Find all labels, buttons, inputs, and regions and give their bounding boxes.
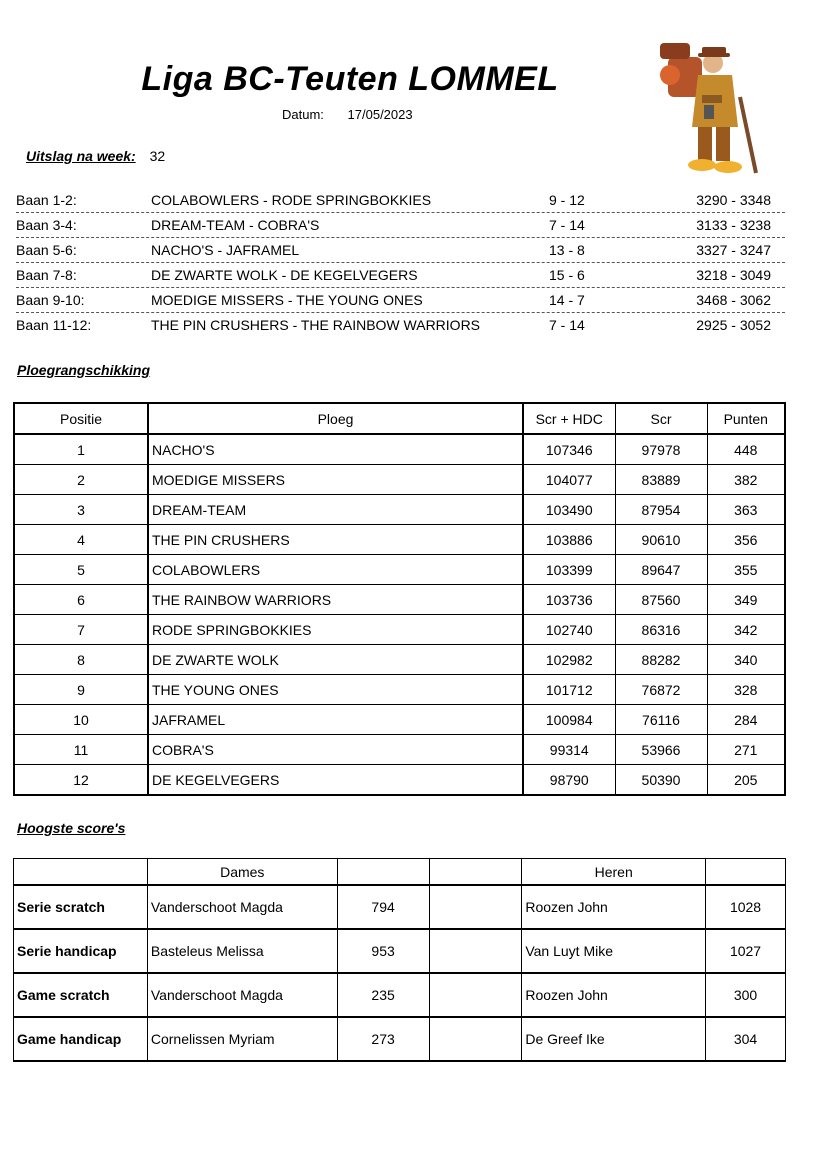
dames-name: Vanderschoot Magda <box>147 885 337 929</box>
match-lane: Baan 7-8: <box>16 267 77 283</box>
rank-scr: 86316 <box>615 615 707 645</box>
rank-position: 10 <box>14 705 148 735</box>
category-label: Serie handicap <box>14 929 148 973</box>
rank-team: THE PIN CRUSHERS <box>148 525 523 555</box>
rank-punten: 349 <box>707 585 785 615</box>
match-lane: Baan 3-4: <box>16 217 77 233</box>
dames-name: Basteleus Melissa <box>147 929 337 973</box>
heren-score: 300 <box>706 973 786 1017</box>
rank-scr: 76872 <box>615 675 707 705</box>
table-row <box>14 555 785 585</box>
rank-position: 9 <box>14 675 148 705</box>
table-row <box>14 1017 786 1061</box>
table-row <box>14 705 785 735</box>
rank-team: MOEDIGE MISSERS <box>148 465 523 495</box>
col-header-punten: Punten <box>707 403 785 434</box>
match-row <box>16 288 785 313</box>
category-label: Game handicap <box>14 1017 148 1061</box>
rank-punten: 382 <box>707 465 785 495</box>
category-label: Serie scratch <box>14 885 148 929</box>
match-lane: Baan 5-6: <box>16 242 77 258</box>
table-row <box>14 929 786 973</box>
match-lane: Baan 1-2: <box>16 192 77 208</box>
rank-punten: 342 <box>707 615 785 645</box>
match-row <box>16 313 785 337</box>
match-score: 15 - 6 <box>549 267 585 283</box>
rank-scr-hdc: 98790 <box>523 765 615 796</box>
col-header-scr-hdc: Scr + HDC <box>523 403 615 434</box>
rank-scr: 50390 <box>615 765 707 796</box>
match-lane: Baan 11-12: <box>16 317 92 333</box>
heren-name: Roozen John <box>522 973 706 1017</box>
rank-scr: 97978 <box>615 434 707 465</box>
match-row <box>16 263 785 288</box>
hiker-mascot-icon <box>640 35 770 180</box>
table-row <box>14 765 785 796</box>
rank-scr: 90610 <box>615 525 707 555</box>
rank-scr: 53966 <box>615 735 707 765</box>
empty-cell <box>429 859 522 886</box>
table-row <box>14 615 785 645</box>
rank-team: JAFRAMEL <box>148 705 523 735</box>
table-row <box>14 973 786 1017</box>
rank-punten: 355 <box>707 555 785 585</box>
page-title: Liga BC-Teuten LOMMEL <box>141 60 559 98</box>
rank-team: COLABOWLERS <box>148 555 523 585</box>
dames-header: Dames <box>147 859 337 886</box>
empty-cell <box>337 859 429 886</box>
week-line <box>26 148 165 164</box>
table-row <box>14 645 785 675</box>
rank-punten: 271 <box>707 735 785 765</box>
match-pins: 2925 - 3052 <box>696 317 771 333</box>
match-teams: DREAM-TEAM - COBRA'S <box>151 217 320 233</box>
rank-team: THE RAINBOW WARRIORS <box>148 585 523 615</box>
table-row <box>14 585 785 615</box>
rank-team: NACHO'S <box>148 434 523 465</box>
empty-cell <box>706 859 786 886</box>
rank-scr: 88282 <box>615 645 707 675</box>
rank-position: 6 <box>14 585 148 615</box>
week-value: 32 <box>149 148 166 164</box>
table-row <box>14 434 785 465</box>
heren-name: Roozen John <box>522 885 706 929</box>
rank-punten: 328 <box>707 675 785 705</box>
match-row <box>16 188 785 213</box>
ranking-section-title: Ploegrangschikking <box>17 362 151 378</box>
empty-cell <box>429 929 522 973</box>
table-row <box>14 495 785 525</box>
match-row <box>16 213 785 238</box>
highscores-header-row <box>14 859 786 886</box>
match-pins: 3468 - 3062 <box>696 292 771 308</box>
rank-scr: 76116 <box>615 705 707 735</box>
rank-team: DREAM-TEAM <box>148 495 523 525</box>
rank-scr-hdc: 103490 <box>523 495 615 525</box>
week-label: Uitslag na week: <box>26 148 136 164</box>
rank-team: THE YOUNG ONES <box>148 675 523 705</box>
rank-punten: 448 <box>707 434 785 465</box>
heren-score: 1027 <box>706 929 786 973</box>
ranking-header-row <box>14 403 785 434</box>
match-row <box>16 238 785 263</box>
match-pins: 3327 - 3247 <box>696 242 771 258</box>
rank-scr-hdc: 99314 <box>523 735 615 765</box>
rank-scr-hdc: 101712 <box>523 675 615 705</box>
match-results <box>16 188 785 337</box>
date-line <box>282 107 413 122</box>
match-score: 9 - 12 <box>549 192 585 208</box>
match-teams: COLABOWLERS - RODE SPRINGBOKKIES <box>151 192 432 208</box>
dames-name: Vanderschoot Magda <box>147 973 337 1017</box>
date-label: Datum: <box>282 107 324 122</box>
match-score: 13 - 8 <box>549 242 585 258</box>
rank-scr-hdc: 104077 <box>523 465 615 495</box>
rank-position: 3 <box>14 495 148 525</box>
match-pins: 3218 - 3049 <box>696 267 771 283</box>
col-header-ploeg: Ploeg <box>148 403 523 434</box>
rank-punten: 205 <box>707 765 785 796</box>
rank-scr-hdc: 102740 <box>523 615 615 645</box>
empty-cell <box>429 885 522 929</box>
dames-score: 953 <box>337 929 429 973</box>
match-score: 7 - 14 <box>549 217 585 233</box>
match-lane: Baan 9-10: <box>16 292 85 308</box>
rank-punten: 340 <box>707 645 785 675</box>
rank-scr-hdc: 107346 <box>523 434 615 465</box>
ranking-table <box>13 402 786 796</box>
rank-team: COBRA'S <box>148 735 523 765</box>
rank-scr-hdc: 103736 <box>523 585 615 615</box>
date-value: 17/05/2023 <box>347 107 413 122</box>
rank-position: 4 <box>14 525 148 555</box>
rank-position: 12 <box>14 765 148 796</box>
empty-cell <box>14 859 148 886</box>
match-pins: 3290 - 3348 <box>696 192 771 208</box>
match-teams: THE PIN CRUSHERS - THE RAINBOW WARRIORS <box>151 317 481 333</box>
table-row <box>14 525 785 555</box>
dames-score: 235 <box>337 973 429 1017</box>
col-header-positie: Positie <box>14 403 148 434</box>
highscores-section-title: Hoogste score's <box>17 820 126 836</box>
category-label: Game scratch <box>14 973 148 1017</box>
table-row <box>14 465 785 495</box>
rank-punten: 363 <box>707 495 785 525</box>
heren-name: Van Luyt Mike <box>522 929 706 973</box>
empty-cell <box>429 1017 522 1061</box>
rank-scr: 83889 <box>615 465 707 495</box>
heren-score: 1028 <box>706 885 786 929</box>
table-row <box>14 885 786 929</box>
col-header-scr: Scr <box>615 403 707 434</box>
match-pins: 3133 - 3238 <box>696 217 771 233</box>
match-teams: MOEDIGE MISSERS - THE YOUNG ONES <box>151 292 423 308</box>
heren-name: De Greef Ike <box>522 1017 706 1061</box>
table-row <box>14 675 785 705</box>
rank-scr-hdc: 102982 <box>523 645 615 675</box>
rank-scr-hdc: 103886 <box>523 525 615 555</box>
dames-score: 794 <box>337 885 429 929</box>
match-score: 14 - 7 <box>549 292 585 308</box>
rank-punten: 284 <box>707 705 785 735</box>
heren-header: Heren <box>522 859 706 886</box>
rank-position: 8 <box>14 645 148 675</box>
match-teams: DE ZWARTE WOLK - DE KEGELVEGERS <box>151 267 418 283</box>
rank-scr-hdc: 100984 <box>523 705 615 735</box>
heren-score: 304 <box>706 1017 786 1061</box>
empty-cell <box>429 973 522 1017</box>
match-score: 7 - 14 <box>549 317 585 333</box>
rank-position: 2 <box>14 465 148 495</box>
table-row <box>14 735 785 765</box>
rank-punten: 356 <box>707 525 785 555</box>
rank-position: 1 <box>14 434 148 465</box>
rank-scr: 87954 <box>615 495 707 525</box>
match-teams: NACHO'S - JAFRAMEL <box>151 242 300 258</box>
rank-position: 7 <box>14 615 148 645</box>
rank-position: 11 <box>14 735 148 765</box>
highscores-table <box>13 858 786 1062</box>
rank-team: DE ZWARTE WOLK <box>148 645 523 675</box>
rank-scr: 89647 <box>615 555 707 585</box>
rank-team: DE KEGELVEGERS <box>148 765 523 796</box>
rank-team: RODE SPRINGBOKKIES <box>148 615 523 645</box>
dames-name: Cornelissen Myriam <box>147 1017 337 1061</box>
dames-score: 273 <box>337 1017 429 1061</box>
rank-scr: 87560 <box>615 585 707 615</box>
rank-position: 5 <box>14 555 148 585</box>
rank-scr-hdc: 103399 <box>523 555 615 585</box>
